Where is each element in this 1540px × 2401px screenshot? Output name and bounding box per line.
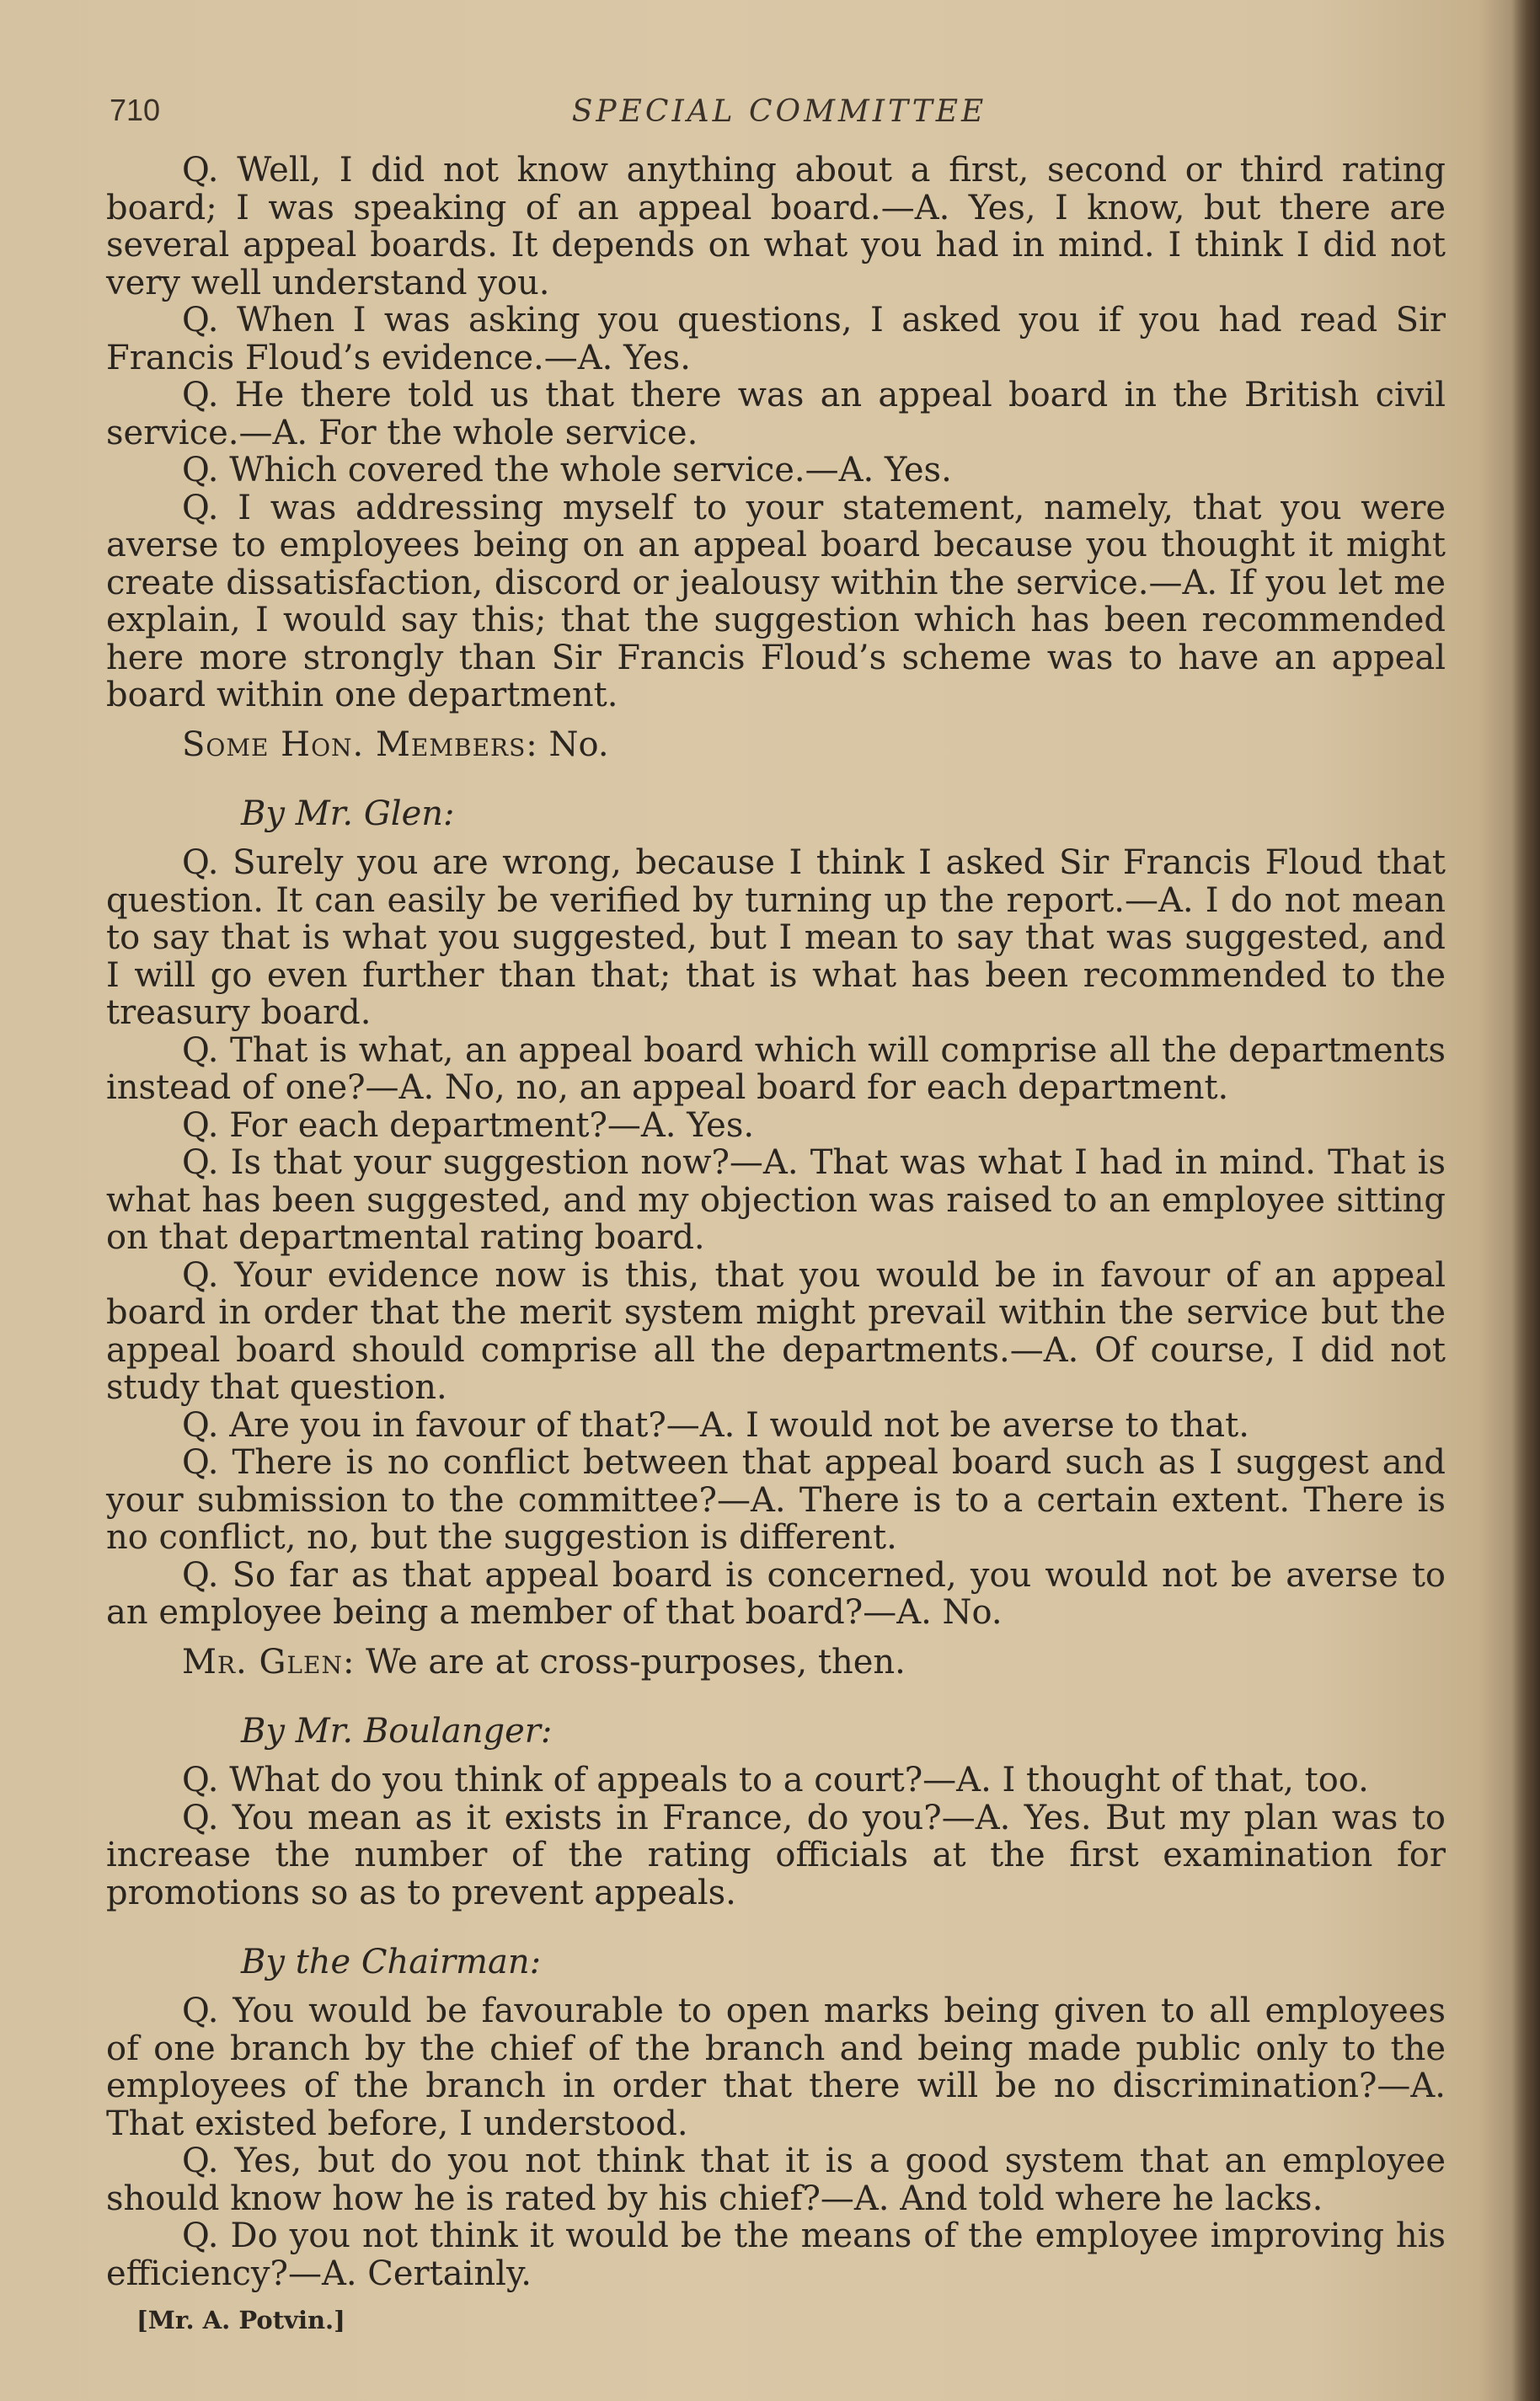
examiner-heading: By Mr. Boulanger: — [241, 1712, 553, 1751]
paragraph: Q. You would be favourable to open marks being given to all employees of one branch by the chief of the branch and being made public only to the employees of the branch in order that there will be no discrimination?—A. That existed before, I understood. — [106, 1992, 1446, 2143]
paragraph: Q. Surely you are wrong, because I think I asked Sir Francis Floud that question. It can easily be verified by turning up the report.—A. I do not mean to say that is what you suggested, but I mean to say that was suggested, and I will go even further than that; that is what has been recommended to the treasury board. — [106, 843, 1446, 1032]
paragraph: Q. Your evidence now is this, that you would be in favour of an appeal board in order that the merit system might prevail within the service but the appeal board should comprise all the departments.—A. Of course, I did not study that question. — [106, 1255, 1446, 1407]
paragraph: Q. You mean as it exists in France, do you?—A. Yes. But my plan was to increase the number of the rating officials at the first examination for promotions so as to prevent appeals. — [106, 1798, 1446, 1912]
paragraph: Q. For each department?—A. Yes. — [182, 1105, 755, 1145]
paragraph: Q. There is no conflict between that appeal board such as I suggest and your submission to the committee?—A. There is to a certain extent. There is no conflict, no, but the suggestion is different. — [106, 1443, 1446, 1557]
paragraph: Q. Are you in favour of that?—A. I would not be averse to that. — [182, 1405, 1249, 1445]
witness-footnote: [Mr. A. Potvin.] — [136, 2306, 345, 2334]
paragraph: Q. He there told us that there was an appeal board in the British civil service.—A. For the whole service. — [106, 376, 1446, 452]
transcript-body — [106, 152, 1446, 2334]
page-number: 710 — [110, 93, 161, 127]
paragraph: Q. What do you think of appeals to a court?—A. I thought of that, too. — [182, 1761, 1369, 1799]
paragraph: Q. Which covered the whole service.—A. Yes. — [182, 451, 952, 489]
running-title: SPECIAL COMMITTEE — [571, 94, 987, 129]
speaker-label: Mr. Glen: — [182, 1642, 356, 1682]
book-spine-shadow — [1511, 0, 1540, 2401]
speaker-paragraph — [106, 1644, 1446, 1682]
paragraph: Q. Do you not think it would be the means of the employee improving his efficiency?—A. Certainly. — [106, 2217, 1446, 2293]
paragraph: Q. That is what, an appeal board which will comprise all the departments instead of one?—A. No, no, an appeal board for each department. — [106, 1030, 1446, 1107]
paragraph: Q. Well, I did not know anything about a first, second or third rating board; I was speaking of an appeal board.—A. Yes, I know, but there are several appeal boards. It depends on what you had in mind. I think I did not very well understand you. — [106, 151, 1446, 302]
examiner-heading: By Mr. Glen: — [241, 794, 455, 833]
speaker-text: No. — [548, 725, 609, 764]
paragraph: Q. So far as that appeal board is concerned, you would not be averse to an employee being a member of that board?—A. No. — [106, 1555, 1446, 1632]
speaker-paragraph — [106, 726, 1446, 764]
speaker-label: Some Hon. Members: — [182, 725, 538, 764]
paragraph: Q. Yes, but do you not think that it is a good system that an employee should know how he is rated by his chief?—A. And told where he lacks. — [106, 2142, 1446, 2218]
speaker-text: We are at cross-purposes, then. — [366, 1642, 906, 1682]
paragraph: Q. When I was asking you questions, I asked you if you had read Sir Francis Floud’s evidence.—A. Yes. — [106, 301, 1446, 377]
examiner-heading: By the Chairman: — [241, 1943, 542, 1981]
paragraph: Q. I was addressing myself to your statement, namely, that you were averse to employees being on an appeal board because you thought it might create dissatisfaction, discord or jealousy within the service.—A. If you let me explain, I would say this; that the suggestion which has been recommended here more strongly than Sir Francis Floud’s scheme was to have an appeal board within one department. — [106, 488, 1446, 714]
page-header — [110, 93, 1449, 143]
paragraph: Q. Is that your suggestion now?—A. That was what I had in mind. That is what has been suggested, and my objection was raised to an employee sitting on that departmental rating board. — [106, 1143, 1446, 1257]
